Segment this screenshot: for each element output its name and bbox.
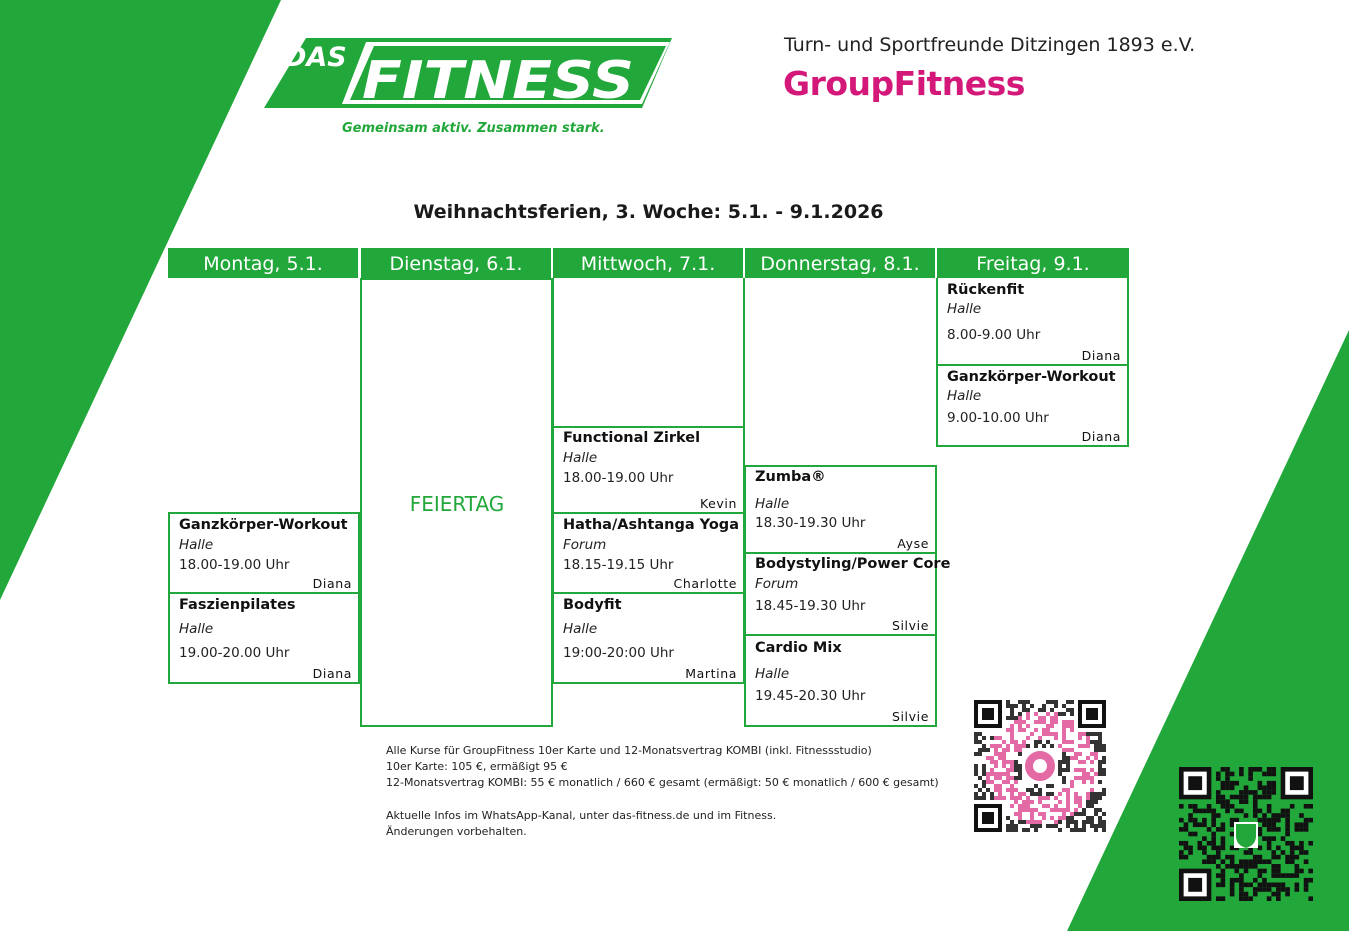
- class-time: 18.15-19.15 Uhr: [563, 557, 674, 573]
- class-time: 9.00-10.00 Uhr: [947, 410, 1049, 426]
- class-room: Forum: [755, 576, 799, 592]
- class-name: Ganzkörper-Workout: [179, 517, 348, 533]
- class-room: Halle: [563, 621, 598, 637]
- class-card[interactable]: [552, 426, 745, 514]
- info-line: Aktuelle Infos im WhatsApp-Kanal, unter das-fitness.de und im Fitness.: [386, 808, 777, 822]
- class-name: Bodyfit: [563, 597, 622, 613]
- left-green-stripe: [0, 0, 281, 600]
- logo-graphic: [262, 36, 674, 136]
- club-name: Turn- und Sportfreunde Ditzingen 1893 e.V.: [784, 34, 1196, 56]
- day-header-montag: Montag, 5.1.: [168, 248, 358, 278]
- class-card[interactable]: [552, 592, 745, 684]
- info-line: Änderungen vorbehalten.: [386, 824, 527, 838]
- class-time: 8.00-9.00 Uhr: [947, 327, 1041, 343]
- spacer: [386, 792, 939, 808]
- class-time: 19.45-20.30 Uhr: [755, 688, 866, 704]
- class-card[interactable]: [552, 512, 745, 594]
- class-time: 18.00-19.00 Uhr: [179, 557, 290, 573]
- class-time: 18.45-19.30 Uhr: [755, 598, 866, 614]
- pricing-line: 12-Monatsvertrag KOMBI: 55 € monatlich / 660 € gesamt (ermäßigt: 50 € monatlich / 600 € gesamt): [386, 776, 939, 790]
- class-name: Cardio Mix: [755, 640, 842, 656]
- class-room: Halle: [755, 496, 790, 512]
- class-name: Faszienpilates: [179, 597, 296, 613]
- class-room: Halle: [179, 621, 214, 637]
- class-room: Halle: [947, 301, 982, 317]
- class-card[interactable]: [168, 512, 360, 594]
- class-card[interactable]: [936, 278, 1129, 366]
- class-name: Bodystyling/Power Core: [755, 556, 951, 572]
- class-trainer: Diana: [1081, 348, 1121, 363]
- logo-fitness-text: FITNESS: [362, 51, 634, 111]
- class-trainer: Diana: [1081, 429, 1121, 444]
- class-time: 18.00-19.00 Uhr: [563, 470, 674, 486]
- class-name: Functional Zirkel: [563, 430, 701, 446]
- class-trainer: Diana: [312, 666, 352, 681]
- class-card[interactable]: [744, 552, 951, 636]
- class-name: Rückenfit: [947, 282, 1025, 298]
- pricing-notes: [386, 743, 939, 840]
- class-trainer: Silvie: [891, 618, 929, 633]
- pricing-line: Alle Kurse für GroupFitness 10er Karte und 12-Monatsvertrag KOMBI (inkl. Fitnessstudio): [386, 744, 872, 757]
- day-header-mittwoch: Mittwoch, 7.1.: [553, 248, 743, 278]
- logo-das-text: DAS: [284, 42, 347, 73]
- class-room: Halle: [563, 450, 598, 466]
- class-room: Halle: [179, 537, 214, 553]
- day-header-dienstag: Dienstag, 6.1.: [361, 248, 551, 278]
- class-room: Halle: [755, 666, 790, 682]
- class-card[interactable]: [168, 592, 360, 684]
- holiday-label: FEIERTAG: [409, 492, 505, 516]
- day-column-mittwoch-top: [552, 278, 745, 430]
- tsf-qr-code-icon[interactable]: [1179, 767, 1313, 901]
- class-trainer: Silvie: [891, 709, 929, 724]
- schedule-title: Weihnachtsferien, 3. Woche: 5.1. - 9.1.2026: [413, 201, 884, 223]
- class-card[interactable]: [744, 465, 937, 554]
- class-trainer: Martina: [685, 666, 737, 681]
- class-trainer: Charlotte: [673, 576, 737, 591]
- day-header-donnerstag: Donnerstag, 8.1.: [745, 248, 935, 278]
- class-trainer: Ayse: [897, 536, 929, 551]
- page-title: GroupFitness: [783, 64, 1025, 103]
- class-card[interactable]: [744, 634, 937, 727]
- class-time: 19:00-20:00 Uhr: [563, 645, 674, 661]
- class-trainer: Kevin: [699, 496, 737, 511]
- class-card[interactable]: [936, 364, 1129, 447]
- pricing-line: 10er Karte: 105 €, ermäßigt 95 €: [386, 760, 568, 774]
- logo-tagline: Gemeinsam aktiv. Zusammen stark.: [342, 121, 605, 136]
- class-name: Ganzkörper-Workout: [947, 369, 1116, 385]
- class-room: Halle: [947, 388, 982, 404]
- class-trainer: Diana: [312, 576, 352, 591]
- class-room: Forum: [563, 537, 607, 553]
- class-name: Hatha/Ashtanga Yoga: [563, 517, 739, 533]
- whatsapp-qr-code-icon[interactable]: [974, 700, 1106, 832]
- das-fitness-logo: [262, 36, 674, 136]
- class-name: Zumba®: [755, 469, 826, 485]
- day-header-freitag: Freitag, 9.1.: [937, 248, 1129, 278]
- class-time: 19.00-20.00 Uhr: [179, 645, 290, 661]
- class-time: 18.30-19.30 Uhr: [755, 515, 866, 531]
